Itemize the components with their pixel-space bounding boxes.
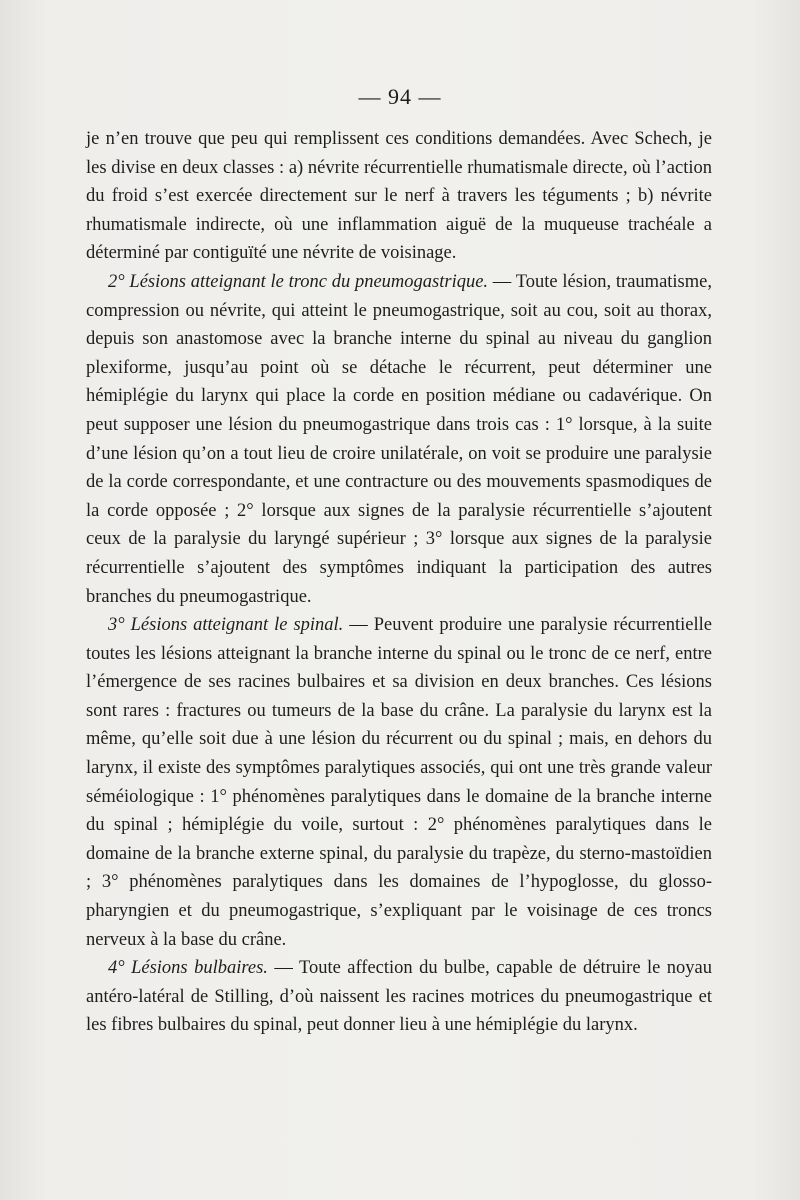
paragraph-continuation	[86, 125, 712, 268]
section-heading: 4° Lésions bulbaires.	[108, 958, 268, 979]
paragraph-text: je n’en trouve que peu qui remplissent ces conditions demandées. Avec Schech, je les divise en deux classes : a) névrite récurrentielle rhumatismale directe, où l’action du froid s’est exercée directement sur le nerf à travers les téguments ; b) névrite rhumatismale indirecte, où une inflammation aiguë de la muqueuse trachéale a déterminé par contiguïté une névrite de voisinage.	[86, 129, 712, 264]
paragraph-text: — Peuvent produire une paralysie récurrentielle toutes les lésions atteignant la branche interne du spinal ou le tronc de ce nerf, entre l’émergence de ses racines bulbaires et sa division en deux branches. Ces lésions sont rares : fractures ou tumeurs de la base du crâne. La paralysie du larynx est la même, qu’elle soit due à une lésion du récurrent ou du spinal ; mais, en dehors du larynx, il existe des symptômes paralytiques associés, qui ont une très grande valeur séméiologique : 1° phénomènes paralytiques dans le domaine de la branche interne du spinal ; hémiplégie du voile, surtout : 2° phénomènes paralytiques dans le domaine de la branche externe spinal, du paralysie du trapèze, du sterno-mastoïdien ; 3° phénomènes paralytiques dans les domaines de l’hypoglosse, du glosso-pharyngien et du pneumogastrique, s’expliquant par le voisinage de ces troncs nerveux à la base du crâne.	[86, 615, 712, 950]
paragraph-text: — Toute lésion, traumatisme, compression ou névrite, qui atteint le pneumogastrique, soit au cou, soit au thorax, depuis son anastomose avec la branche interne du spinal au niveau du ganglion plexiforme, jusqu’au point où se détache le récurrent, peut déterminer une hémiplégie du larynx qui place la corde en position médiane ou cadavérique. On peut supposer une lésion du pneumogastrique dans trois cas : 1° lorsque, à la suite d’une lésion qu’on a tout lieu de croire unilatérale, on voit se produire une paralysie de la corde correspondante, et une contracture ou des mouvements spasmodiques de la corde opposée ; 2° lorsque aux signes de la paralysie récurrentielle s’ajoutent ceux de la paralysie du laryngé supérieur ; 3° lorsque aux signes de la paralysie récurrentielle s’ajoutent des symptômes indiquant la participation des autres branches du pneumogastrique.	[86, 271, 712, 607]
paragraph-pneumogastrique	[86, 268, 712, 611]
paragraph-text: — Toute affection du bulbe, capable de détruire le noyau antéro-latéral de Stilling, d’où naissent les racines motrices du pneumogastrique et les fibres bulbaires du spinal, peut donner lieu à une hémiplégie du larynx.	[86, 958, 713, 1036]
page-number: — 94 —	[358, 84, 442, 109]
paragraph-spinal	[86, 611, 712, 954]
paragraph-bulbaires	[86, 954, 712, 1040]
section-heading: 3° Lésions atteignant le spinal.	[108, 615, 344, 636]
body-text	[86, 125, 712, 1040]
section-heading: 2° Lésions atteignant le tronc du pneumogastrique.	[108, 271, 489, 292]
